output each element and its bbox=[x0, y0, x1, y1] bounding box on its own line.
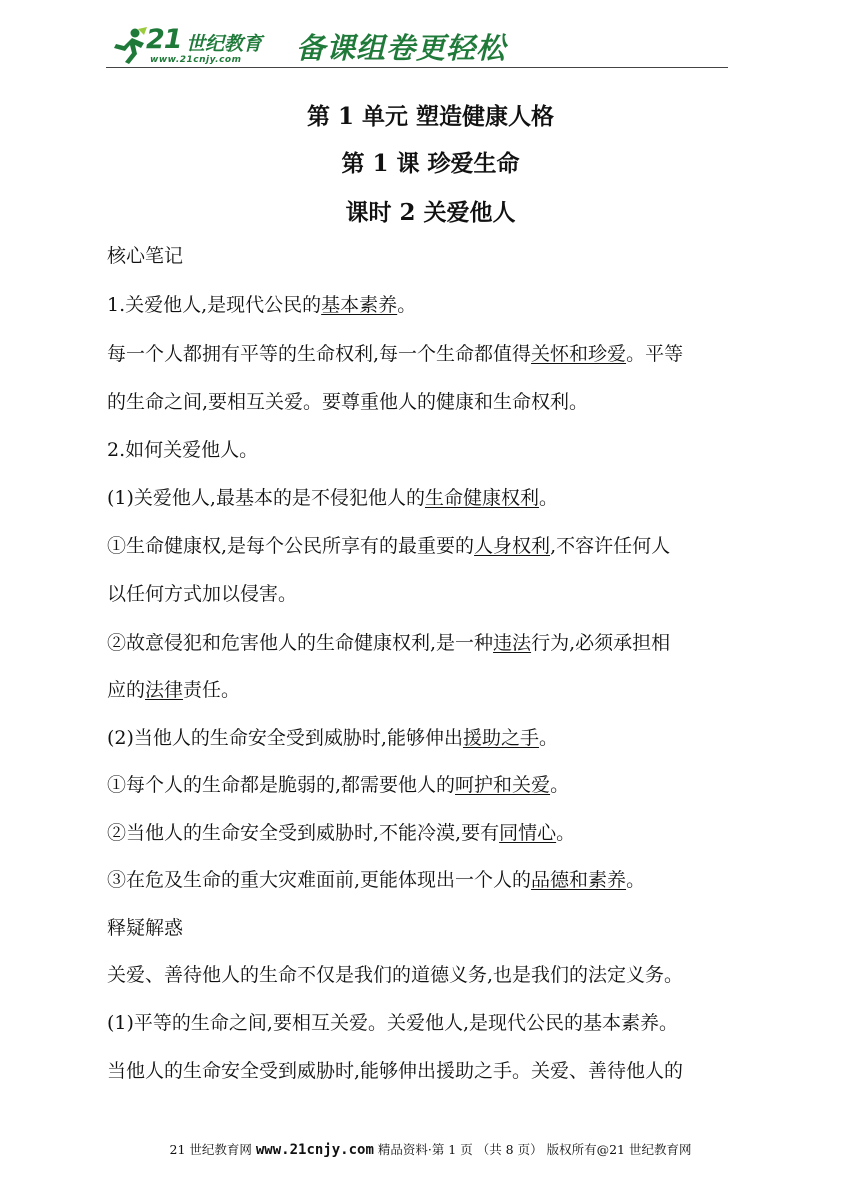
blank-answer: 呵护和关爱 bbox=[455, 774, 551, 796]
lesson-title: 第 1 课 珍爱生命 bbox=[341, 150, 520, 177]
text-line: 应的法律责任。 bbox=[107, 679, 241, 701]
text-line: 当他人的生命安全受到威胁时,能够伸出援助之手。关爱、善待他人的 bbox=[107, 1060, 684, 1082]
page-footer bbox=[0, 1140, 861, 1158]
header-divider bbox=[106, 67, 728, 68]
blank-answer: 生命健康权利 bbox=[424, 487, 539, 509]
text-line: 关爱、善待他人的生命不仅是我们的道德义务,也是我们的法定义务。 bbox=[107, 964, 684, 986]
text-line: 每一个人都拥有平等的生命权利,每一个生命都值得关怀和珍爱。平等 bbox=[107, 343, 684, 365]
text-line: ②故意侵犯和危害他人的生命健康权利,是一种违法行为,必须承担相 bbox=[107, 632, 671, 654]
period-title: 课时 2 关爱他人 bbox=[345, 199, 516, 226]
blank-answer: 同情心 bbox=[499, 822, 557, 844]
footer-site-link[interactable]: www.21cnjy.com bbox=[255, 1142, 374, 1158]
text-line: (2)当他人的生命安全受到威胁时,能够伸出援助之手。 bbox=[107, 727, 558, 749]
page-header bbox=[106, 20, 728, 70]
text-line: 1.关爱他人,是现代公民的基本素养。 bbox=[107, 294, 417, 316]
text-line: (1)关爱他人,最基本的是不侵犯他人的生命健康权利。 bbox=[107, 487, 558, 509]
brand-url[interactable]: www.21cnjy.com bbox=[150, 55, 242, 65]
runner-logo-icon bbox=[108, 26, 148, 66]
header-slogan: 备课组卷更轻松 bbox=[296, 31, 507, 65]
unit-title: 第 1 单元 塑造健康人格 bbox=[306, 103, 555, 130]
text-line: (1)平等的生命之间,要相互关爱。关爱他人,是现代公民的基本素养。 bbox=[107, 1012, 678, 1034]
blank-answer: 基本素养 bbox=[321, 294, 398, 316]
text-line: ③在危及生命的重大灾难面前,更能体现出一个人的品德和素养。 bbox=[107, 869, 646, 891]
text-line: ①生命健康权,是每个公民所享有的最重要的人身权利,不容许任何人 bbox=[107, 535, 671, 557]
blank-answer: 人身权利 bbox=[474, 535, 551, 557]
brand-logo bbox=[106, 24, 296, 66]
section-heading-explain: 释疑解惑 bbox=[107, 917, 184, 939]
text-line: 以任何方式加以侵害。 bbox=[107, 583, 298, 605]
section-heading-notes: 核心笔记 bbox=[107, 245, 184, 267]
text-line: 的生命之间,要相互关爱。要尊重他人的健康和生命权利。 bbox=[107, 391, 589, 413]
text-line: ①每个人的生命都是脆弱的,都需要他人的呵护和关爱。 bbox=[107, 774, 570, 796]
footer-prefix: 21 世纪教育网 bbox=[169, 1142, 256, 1157]
blank-answer: 品德和素养 bbox=[531, 869, 627, 891]
text-line: ②当他人的生命安全受到威胁时,不能冷漠,要有同情心。 bbox=[107, 822, 576, 844]
blank-answer: 援助之手 bbox=[462, 727, 539, 749]
brand-number: 21 bbox=[146, 24, 182, 55]
text-line: 2.如何关爱他人。 bbox=[107, 439, 259, 461]
blank-answer: 法律 bbox=[145, 679, 184, 701]
blank-answer: 违法 bbox=[493, 632, 532, 654]
brand-name: 世纪教育 bbox=[186, 33, 263, 55]
footer-suffix: 精品资料·第 1 页 （共 8 页） 版权所有@21 世纪教育网 bbox=[373, 1142, 692, 1157]
blank-answer: 关怀和珍爱 bbox=[531, 343, 627, 365]
